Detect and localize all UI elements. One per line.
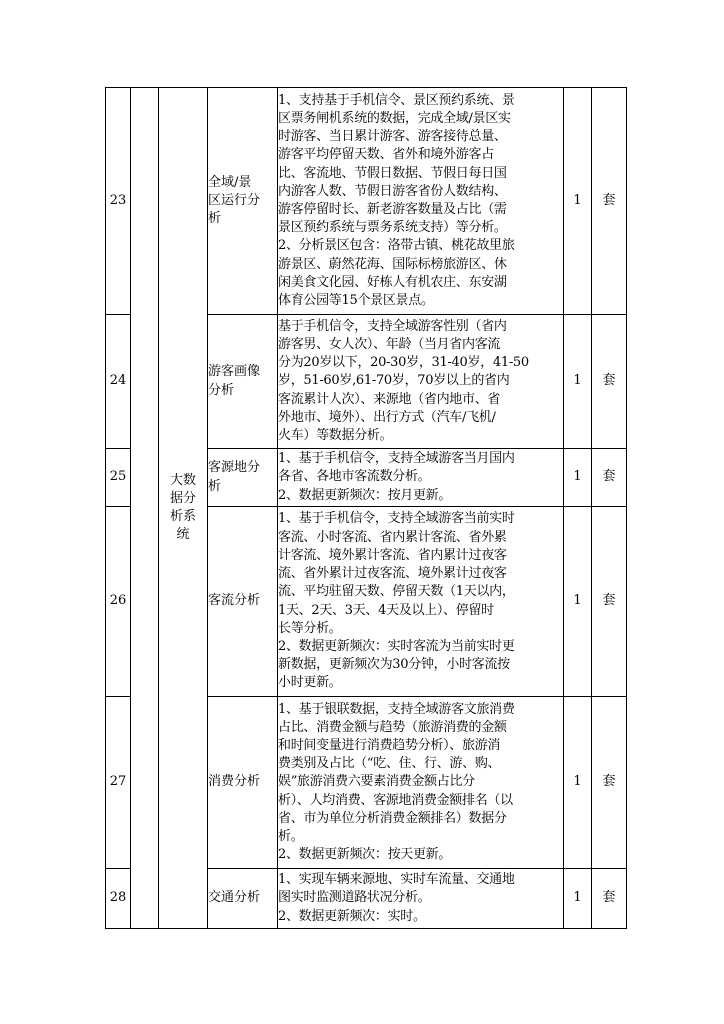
function-name-line: 交通分析 (208, 890, 261, 906)
description-line: 2、数据更新频次：按天更新。 (278, 847, 452, 863)
row-number: 28 (106, 869, 131, 929)
description-line: 1天、2天、3天、4天及以上）、停留时 (278, 602, 494, 618)
row-number: 23 (106, 88, 131, 315)
blank-column-cell (131, 88, 159, 929)
function-name-line: 析 (208, 211, 222, 227)
description-line: 2、分析景区包含：洛带古镇、桃花故里旅 (278, 238, 515, 254)
description-line: 流、平均驻留天数、停留天数（1天以内， (278, 584, 515, 600)
function-name-cell (208, 88, 278, 315)
function-name-cell (208, 507, 278, 697)
function-name-line: 客流分析 (208, 593, 261, 609)
description-line: 2、数据更新频次：实时客流为当前实时更 (278, 638, 515, 654)
description-line: 流、省外累计过夜客流、境外累计过夜客 (278, 566, 507, 582)
function-name-cell (208, 869, 278, 929)
quantity-cell: 1 (564, 449, 592, 507)
description-cell (278, 869, 564, 929)
unit-cell: 套 (592, 88, 627, 315)
quantity-cell: 1 (564, 507, 592, 697)
description-line: 小时更新。 (278, 675, 342, 691)
table-row (106, 88, 627, 315)
quantity-cell: 1 (564, 315, 592, 449)
description-line: 游客停留时长、新老游客数量及占比（需 (278, 202, 507, 217)
description-line: 游景区、蔚然花海、国际标榜旅游区、休 (278, 256, 507, 272)
description-line: 时游客、当日累计游客、游客接待总量、 (278, 129, 507, 145)
unit-cell: 套 (592, 869, 627, 929)
description-line: 2、数据更新频次：按月更新。 (278, 487, 452, 503)
unit-cell: 套 (592, 697, 627, 869)
description-line: 闲美食文化园、好栋人有机农庄、东安湖 (278, 274, 507, 290)
description-line: 基于手机信令，支持全域游客性别（省内 (278, 318, 507, 334)
function-name-line: 分析 (208, 382, 235, 398)
description-line: 岁，51-60岁,61-70岁，70岁以上的省内 (278, 373, 510, 389)
description-line: 火车）等数据分析。 (278, 428, 393, 443)
description-cell (278, 315, 564, 449)
function-name-line: 游客画像 (208, 364, 261, 380)
description-line: 娱”旅游消费六要素消费金额占比分 (278, 774, 475, 790)
description-line: 析。 (278, 829, 304, 844)
description-cell (278, 449, 564, 507)
description-line: 各省、各地市客流数分析。 (278, 469, 431, 485)
description-line: 新数据，更新频次为30分钟，小时客流按 (278, 657, 510, 673)
description-line: 内游客人数、节假日游客省份人数结构、 (278, 183, 507, 199)
description-line: 占比、消费金额与趋势（旅游消费的金额 (278, 719, 507, 735)
description-line: 析）、人均消费、客源地消费金额排名（以 (278, 792, 513, 808)
description-line: 2、数据更新频次：实时。 (278, 908, 426, 924)
description-line: 省、市为单位分析消费金额排名）数据分 (278, 810, 507, 826)
description-line: 费类别及占比（“吃、住、行、游、购、 (278, 756, 501, 772)
description-cell (278, 88, 564, 315)
function-name-cell (208, 449, 278, 507)
description-line: 1、支持基于手机信令、景区预约系统、景 (278, 92, 515, 108)
description-line: 1、基于手机信令，支持全域游客当月国内 (278, 451, 515, 467)
description-line: 长等分析。 (278, 620, 342, 636)
description-line: 1、实现车辆来源地、实时车流量、交通地 (278, 872, 515, 888)
function-name-cell (208, 315, 278, 449)
description-line: 外地市、境外）、出行方式（汽车/飞机/ (278, 409, 496, 425)
description-line: 图实时监测道路状况分析。 (278, 890, 431, 906)
system-label-line: 统 (176, 527, 190, 543)
quantity-cell: 1 (564, 88, 592, 315)
row-number: 25 (106, 449, 131, 507)
unit-cell: 套 (592, 315, 627, 449)
spec-table-body (106, 88, 627, 929)
description-line: 游客男、女人次）、年龄（当月省内客流 (278, 336, 501, 352)
system-label-line: 大数 (169, 472, 196, 488)
description-line: 游客平均停留天数、省外和境外游客占 (278, 147, 494, 163)
function-name-line: 析 (208, 478, 222, 494)
function-name-line: 区运行分 (208, 192, 261, 208)
function-name-line: 客源地分 (208, 460, 261, 476)
description-line: 1、基于手机信令，支持全域游客当前实时 (278, 511, 515, 527)
description-line: 计客流、境外累计客流、省内累计过夜客 (278, 547, 507, 563)
description-line: 1、基于银联数据，支持全域游客文旅消费 (278, 701, 515, 717)
row-number: 24 (106, 315, 131, 449)
function-name-cell (208, 697, 278, 869)
description-line: 分为20岁以下，20-30岁，31-40岁，41-50 (278, 355, 529, 371)
system-category-cell (159, 88, 208, 929)
function-name-line: 消费分析 (208, 774, 261, 790)
unit-cell: 套 (592, 507, 627, 697)
description-line: 体育公园等15个景区景点。 (278, 293, 434, 309)
description-cell (278, 507, 564, 697)
quantity-cell: 1 (564, 869, 592, 929)
description-cell (278, 697, 564, 869)
system-label-line: 析系 (169, 509, 196, 524)
description-line: 比、客流地、节假日数据、节假日每日国 (278, 165, 507, 181)
unit-cell: 套 (592, 449, 627, 507)
function-name-line: 全域/景 (208, 174, 252, 190)
quantity-cell: 1 (564, 697, 592, 869)
description-line: 客流、小时客流、省内累计客流、省外累 (278, 529, 507, 545)
system-label-line: 据分 (169, 490, 196, 506)
description-line: 客流累计人次）、来源地（省内地市、省 (278, 391, 501, 407)
description-line: 和时间变量进行消费趋势分析）、旅游消 (278, 737, 501, 753)
row-number: 27 (106, 697, 131, 869)
spec-table (105, 87, 627, 929)
description-line: 区票务闸机系统的数据，完成全域/景区实 (278, 110, 511, 126)
row-number: 26 (106, 507, 131, 697)
description-line: 景区预约系统与票务系统支持）等分析。 (278, 220, 507, 236)
